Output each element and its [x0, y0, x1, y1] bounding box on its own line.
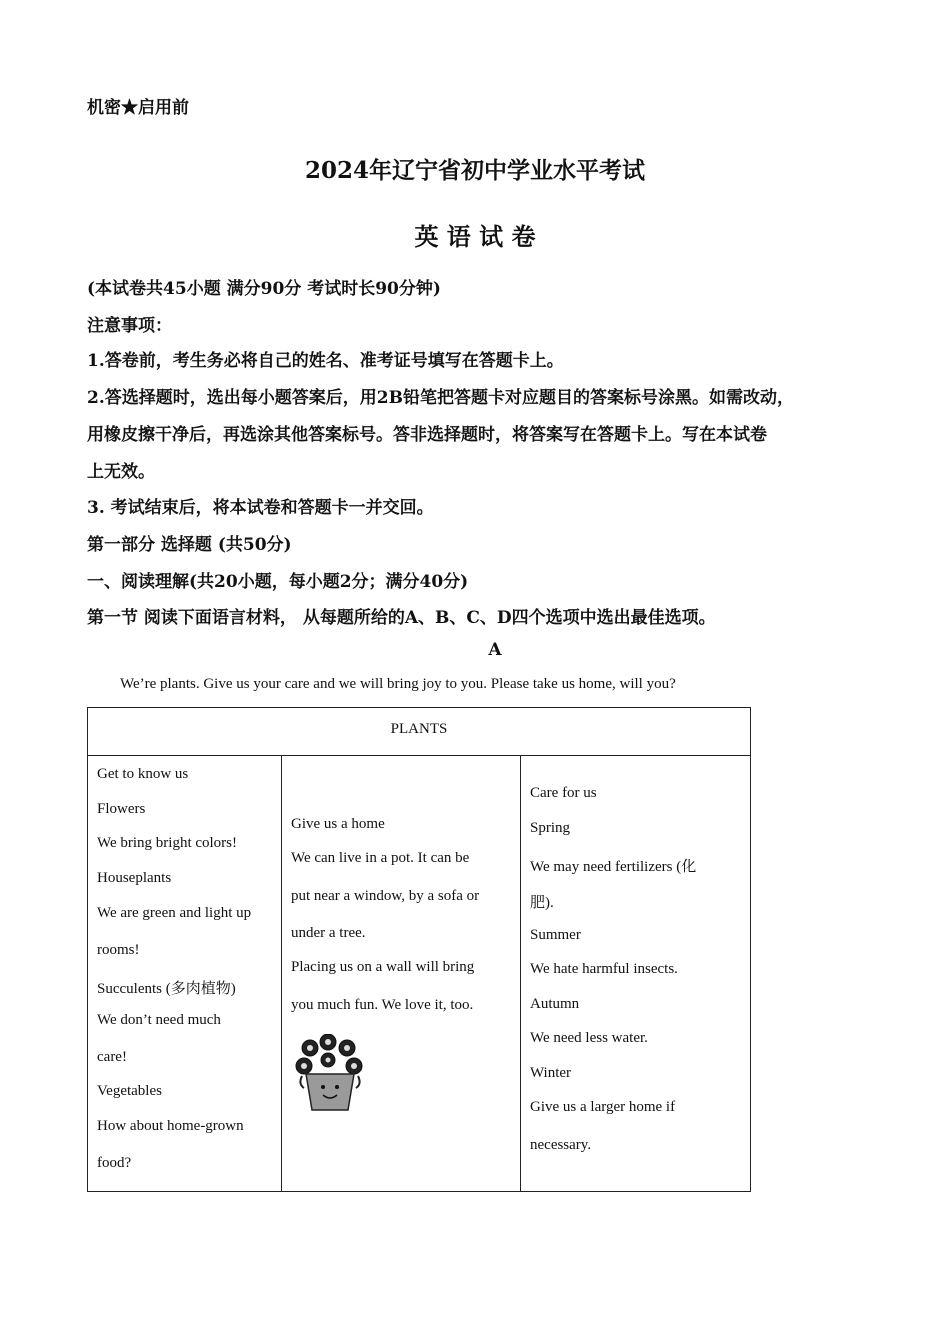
passage-letter: A: [488, 640, 502, 660]
get-to-know-us-column: [88, 756, 282, 1191]
note-item-2-line-2: 用橡皮擦干净后，再选涂其他答案标号。答非选择题时，将答案写在答题卡上。写在本试卷: [87, 425, 767, 445]
column-text-line: under a tree.: [291, 925, 366, 941]
paper-title: 英 语 试 卷: [414, 222, 536, 251]
column-text-line: necessary.: [530, 1137, 592, 1153]
table-title: PLANTS: [88, 708, 750, 756]
column-text-line: food?: [97, 1155, 132, 1171]
column-text-line: Succulents (多肉植物): [97, 981, 236, 997]
part-one-heading: 第一部分 选择题 (共50分): [87, 535, 292, 555]
column-text-line: Vegetables: [97, 1083, 162, 1099]
column-text-line: Autumn: [530, 996, 580, 1012]
note-item-2-line-3: 上无效。: [87, 462, 155, 482]
plants-table: [87, 707, 751, 1192]
column-text-line: put near a window, by a sofa or: [291, 888, 480, 904]
column-text-line: care!: [97, 1049, 127, 1065]
column-text-line: We may need fertilizers (化: [530, 859, 697, 875]
notes-heading: 注意事项：: [87, 316, 172, 336]
exam-title: 2024年辽宁省初中学业水平考试: [304, 157, 645, 184]
column-text-line: We need less water.: [530, 1030, 648, 1046]
section-one-heading: 第一节 阅读下面语言材料， 从每题所给的A、B、C、D四个选项中选出最佳选项。: [87, 608, 716, 628]
passage-intro: We’re plants. Give us your care and we will bring joy to you. Please take us home, will you?: [120, 676, 676, 692]
care-for-us-column: [521, 756, 750, 1191]
note-item-1: 1.答卷前，考生务必将自己的姓名、准考证号填写在答题卡上。: [87, 351, 564, 371]
note-item-3: 3. 考试结束后，将本试卷和答题卡一并交回。: [87, 498, 434, 518]
column-text-line: Give us a larger home if: [530, 1099, 676, 1115]
column-text-line: We don’t need much: [97, 1012, 221, 1028]
column-text-line: Summer: [530, 927, 581, 943]
column-text-line: Spring: [530, 820, 571, 836]
confidential-label: 机密★启用前: [87, 98, 189, 118]
reading-heading: 一、阅读理解(共20小题，每小题2分；满分40分): [87, 572, 469, 592]
column-text-line: How about home-grown: [97, 1118, 244, 1134]
column-text-line: Placing us on a wall will bring: [291, 959, 475, 975]
column-text-line: Care for us: [530, 785, 597, 801]
column-text-line: We hate harmful insects.: [530, 961, 678, 977]
column-text-line: Flowers: [97, 801, 146, 817]
column-text-line: Winter: [530, 1065, 572, 1081]
column-text-line: We are green and light up: [97, 905, 252, 921]
column-text-line: rooms!: [97, 942, 140, 958]
column-text-line: We can live in a pot. It can be: [291, 850, 470, 866]
column-text-line: 肥).: [530, 895, 554, 911]
column-text-line: Houseplants: [97, 870, 172, 886]
note-item-2-line-1: 2.答选择题时，选出每小题答案后，用2B铅笔把答题卡对应题目的答案标号涂黑。如需改动，: [87, 388, 794, 408]
flowerpot-illustration: [292, 1034, 368, 1114]
give-us-a-home-column: [282, 756, 521, 1191]
column-text-line: We bring bright colors!: [97, 835, 238, 851]
column-text-line: Give us a home: [291, 816, 385, 832]
column-text-line: you much fun. We love it, too.: [291, 997, 474, 1013]
column-text-line: Get to know us: [97, 766, 189, 782]
exam-info: (本试卷共45小题 满分90分 考试时长90分钟): [87, 279, 441, 299]
